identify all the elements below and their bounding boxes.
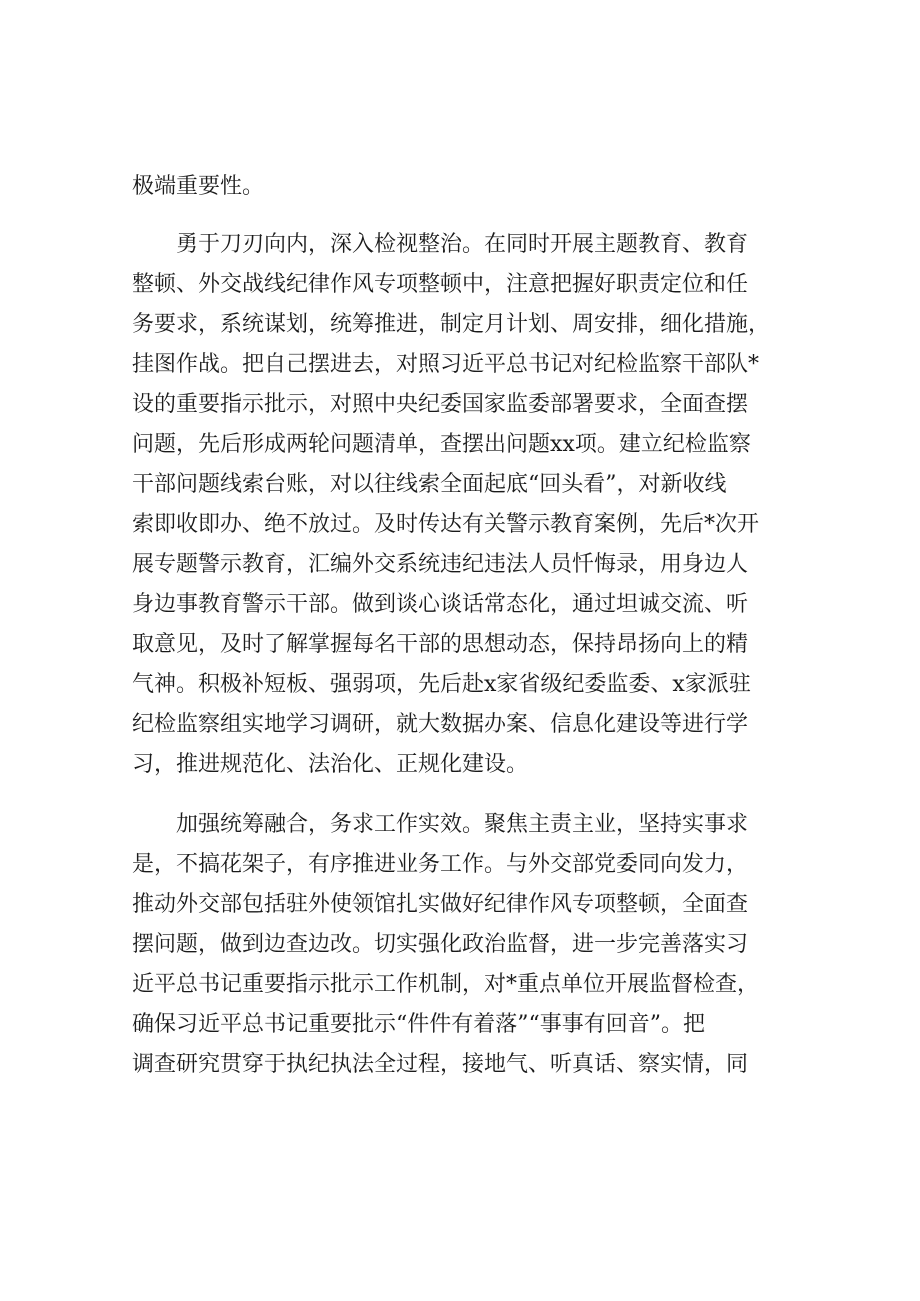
paragraph-line: 气神。积极补短板、强弱项，先后赴x家省级纪委监委、x家派驻	[132, 672, 751, 697]
paragraph-line: 挂图作战。把自己摆进去，对照习近平总书记对纪检监察干部队*	[132, 352, 760, 377]
paragraph-line: 勇于刀刃向内，深入检视整治。在同时开展主题教育、教育	[176, 232, 749, 257]
paragraph-line: 加强统筹融合，务求工作实效。聚焦主责主业，坚持实事求	[176, 812, 749, 837]
paragraph-line: 展专题警示教育，汇编外交系统违纪违法人员忏悔录，用身边人	[132, 552, 749, 577]
paragraph-line: 纪检监察组实地学习调研，就大数据办案、信息化建设等进行学	[132, 712, 749, 737]
paragraph-line: 问题，先后形成两轮问题清单，查摆出问题xx项。建立纪检监察	[132, 432, 751, 457]
paragraph-line: 习，推进规范化、法治化、正规化建设。	[132, 752, 529, 777]
paragraph-line: 是，不搞花架子，有序推进业务工作。与外交部党委同向发力，	[132, 852, 749, 877]
paragraph-line: 整顿、外交战线纪律作风专项整顿中，注意把握好职责定位和任	[132, 272, 749, 297]
paragraph-line: 确保习近平总书记重要批示“件件有着落”“事事有回音”。把	[132, 1012, 705, 1037]
paragraph-line: 调查研究贯穿于执纪执法全过程，接地气、听真话、察实情，同	[132, 1052, 749, 1077]
paragraph-line: 身边事教育警示干部。做到谈心谈话常态化，通过坦诚交流、听	[132, 592, 749, 617]
paragraph-line: 务要求，系统谋划，统筹推进，制定月计划、周安排，细化措施，	[132, 312, 771, 337]
paragraph-fragment-line: 极端重要性。	[132, 174, 265, 199]
paragraph-line: 干部问题线索台账，对以往线索全面起底“回头看”，对新收线	[132, 472, 727, 497]
paragraph-line: 索即收即办、绝不放过。及时传达有关警示教育案例，先后*次开	[132, 512, 760, 537]
paragraph-line: 近平总书记重要指示批示工作机制，对*重点单位开展监督检查，	[132, 972, 760, 997]
paragraph-line: 设的重要指示批示，对照中央纪委国家监委部署要求，全面查摆	[132, 392, 749, 417]
paragraph-line: 摆问题，做到边查边改。切实强化政治监督，进一步完善落实习	[132, 932, 749, 957]
paragraph-line: 推动外交部包括驻外使领馆扎实做好纪律作风专项整顿，全面查	[132, 892, 749, 917]
paragraph-line: 取意见，及时了解掌握每名干部的思想动态，保持昂扬向上的精	[132, 632, 749, 657]
